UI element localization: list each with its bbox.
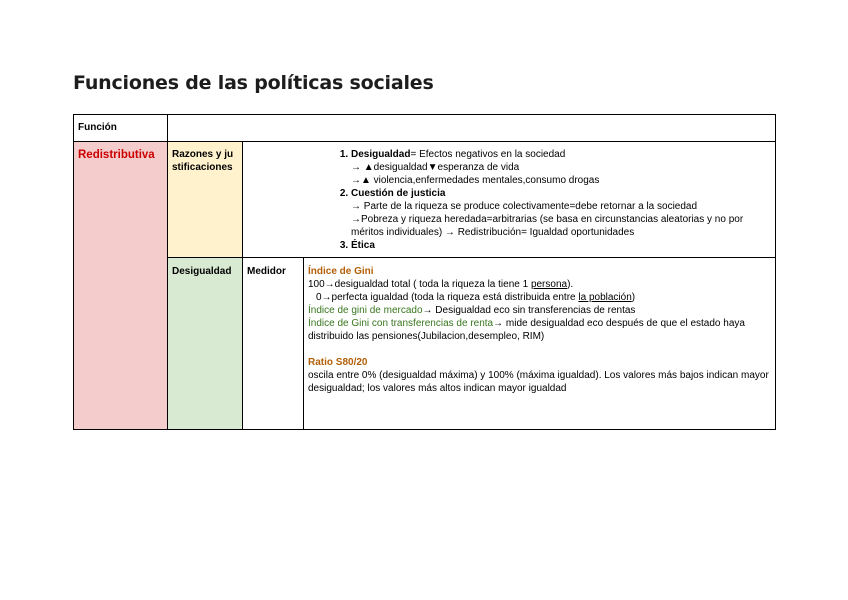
ratio-text: oscila entre 0% (desigualdad máxima) y 100% (máxima igualdad). Los valores más bajos indican mayor desigualdad; los valores más altos indican mayor igualdad	[308, 370, 769, 394]
medidor-label-cell	[243, 258, 304, 430]
desigualdad-label-cell	[168, 258, 243, 430]
item-heading: Desigualdad	[351, 149, 411, 160]
list-item	[351, 187, 771, 239]
table-row	[74, 258, 776, 430]
razones-list	[243, 148, 771, 252]
item-heading: Ética	[351, 240, 375, 251]
item-line: →Pobreza y riqueza heredada=arbitrarias (se basa en circunstancias aleatorias y no por méritos individuales) → Redistribución= Igualdad oportunidades	[351, 214, 744, 238]
list-item	[351, 148, 771, 187]
gini-line-2: 0→perfecta igualdad (toda la riqueza está distribuida entre la población)	[316, 292, 636, 303]
item-line: → Parte de la riqueza se produce colectivamente=debe retornar a la sociedad	[351, 201, 698, 212]
item-line: →▲ violencia,enfermedades mentales,consumo drogas	[351, 175, 600, 186]
razones-content-cell	[243, 142, 776, 258]
list-item	[351, 239, 771, 252]
gini-line-4: Índice de Gini con transferencias de renta→ mide desigualdad eco después de que el estado haya distribuido las pensiones(Jubilacion,desempleo, RIM)	[308, 318, 745, 342]
table-header-row	[74, 115, 776, 142]
page-title: Funciones de las políticas sociales	[73, 72, 434, 94]
medidor-label: Medidor	[247, 266, 286, 277]
gini-title: Índice de Gini	[308, 266, 374, 277]
gini-line-3: Índice de gini de mercado→ Desigualdad eco sin transferencias de rentas	[308, 305, 636, 316]
row-label-cell	[74, 142, 168, 430]
item-line: → ▲desigualdad▼esperanza de vida	[351, 162, 520, 173]
ratio-title: Ratio S80/20	[308, 357, 368, 368]
razones-label-cell	[168, 142, 243, 258]
medidor-content-cell	[304, 258, 776, 430]
functions-table	[73, 114, 776, 430]
header-funcion: Función	[74, 115, 168, 142]
table-row	[74, 142, 776, 258]
header-empty	[168, 115, 776, 142]
item-heading: Cuestión de justicia	[351, 188, 446, 199]
gini-line-1: 100→desigualdad total ( toda la riqueza la tiene 1 persona).	[308, 279, 574, 290]
item-heading-rest: = Efectos negativos en la sociedad	[410, 149, 566, 160]
row-label-redistributiva: Redistributiva	[78, 149, 155, 161]
desigualdad-label: Desigualdad	[172, 266, 232, 277]
razones-label: Razones y justificaciones	[172, 149, 234, 173]
